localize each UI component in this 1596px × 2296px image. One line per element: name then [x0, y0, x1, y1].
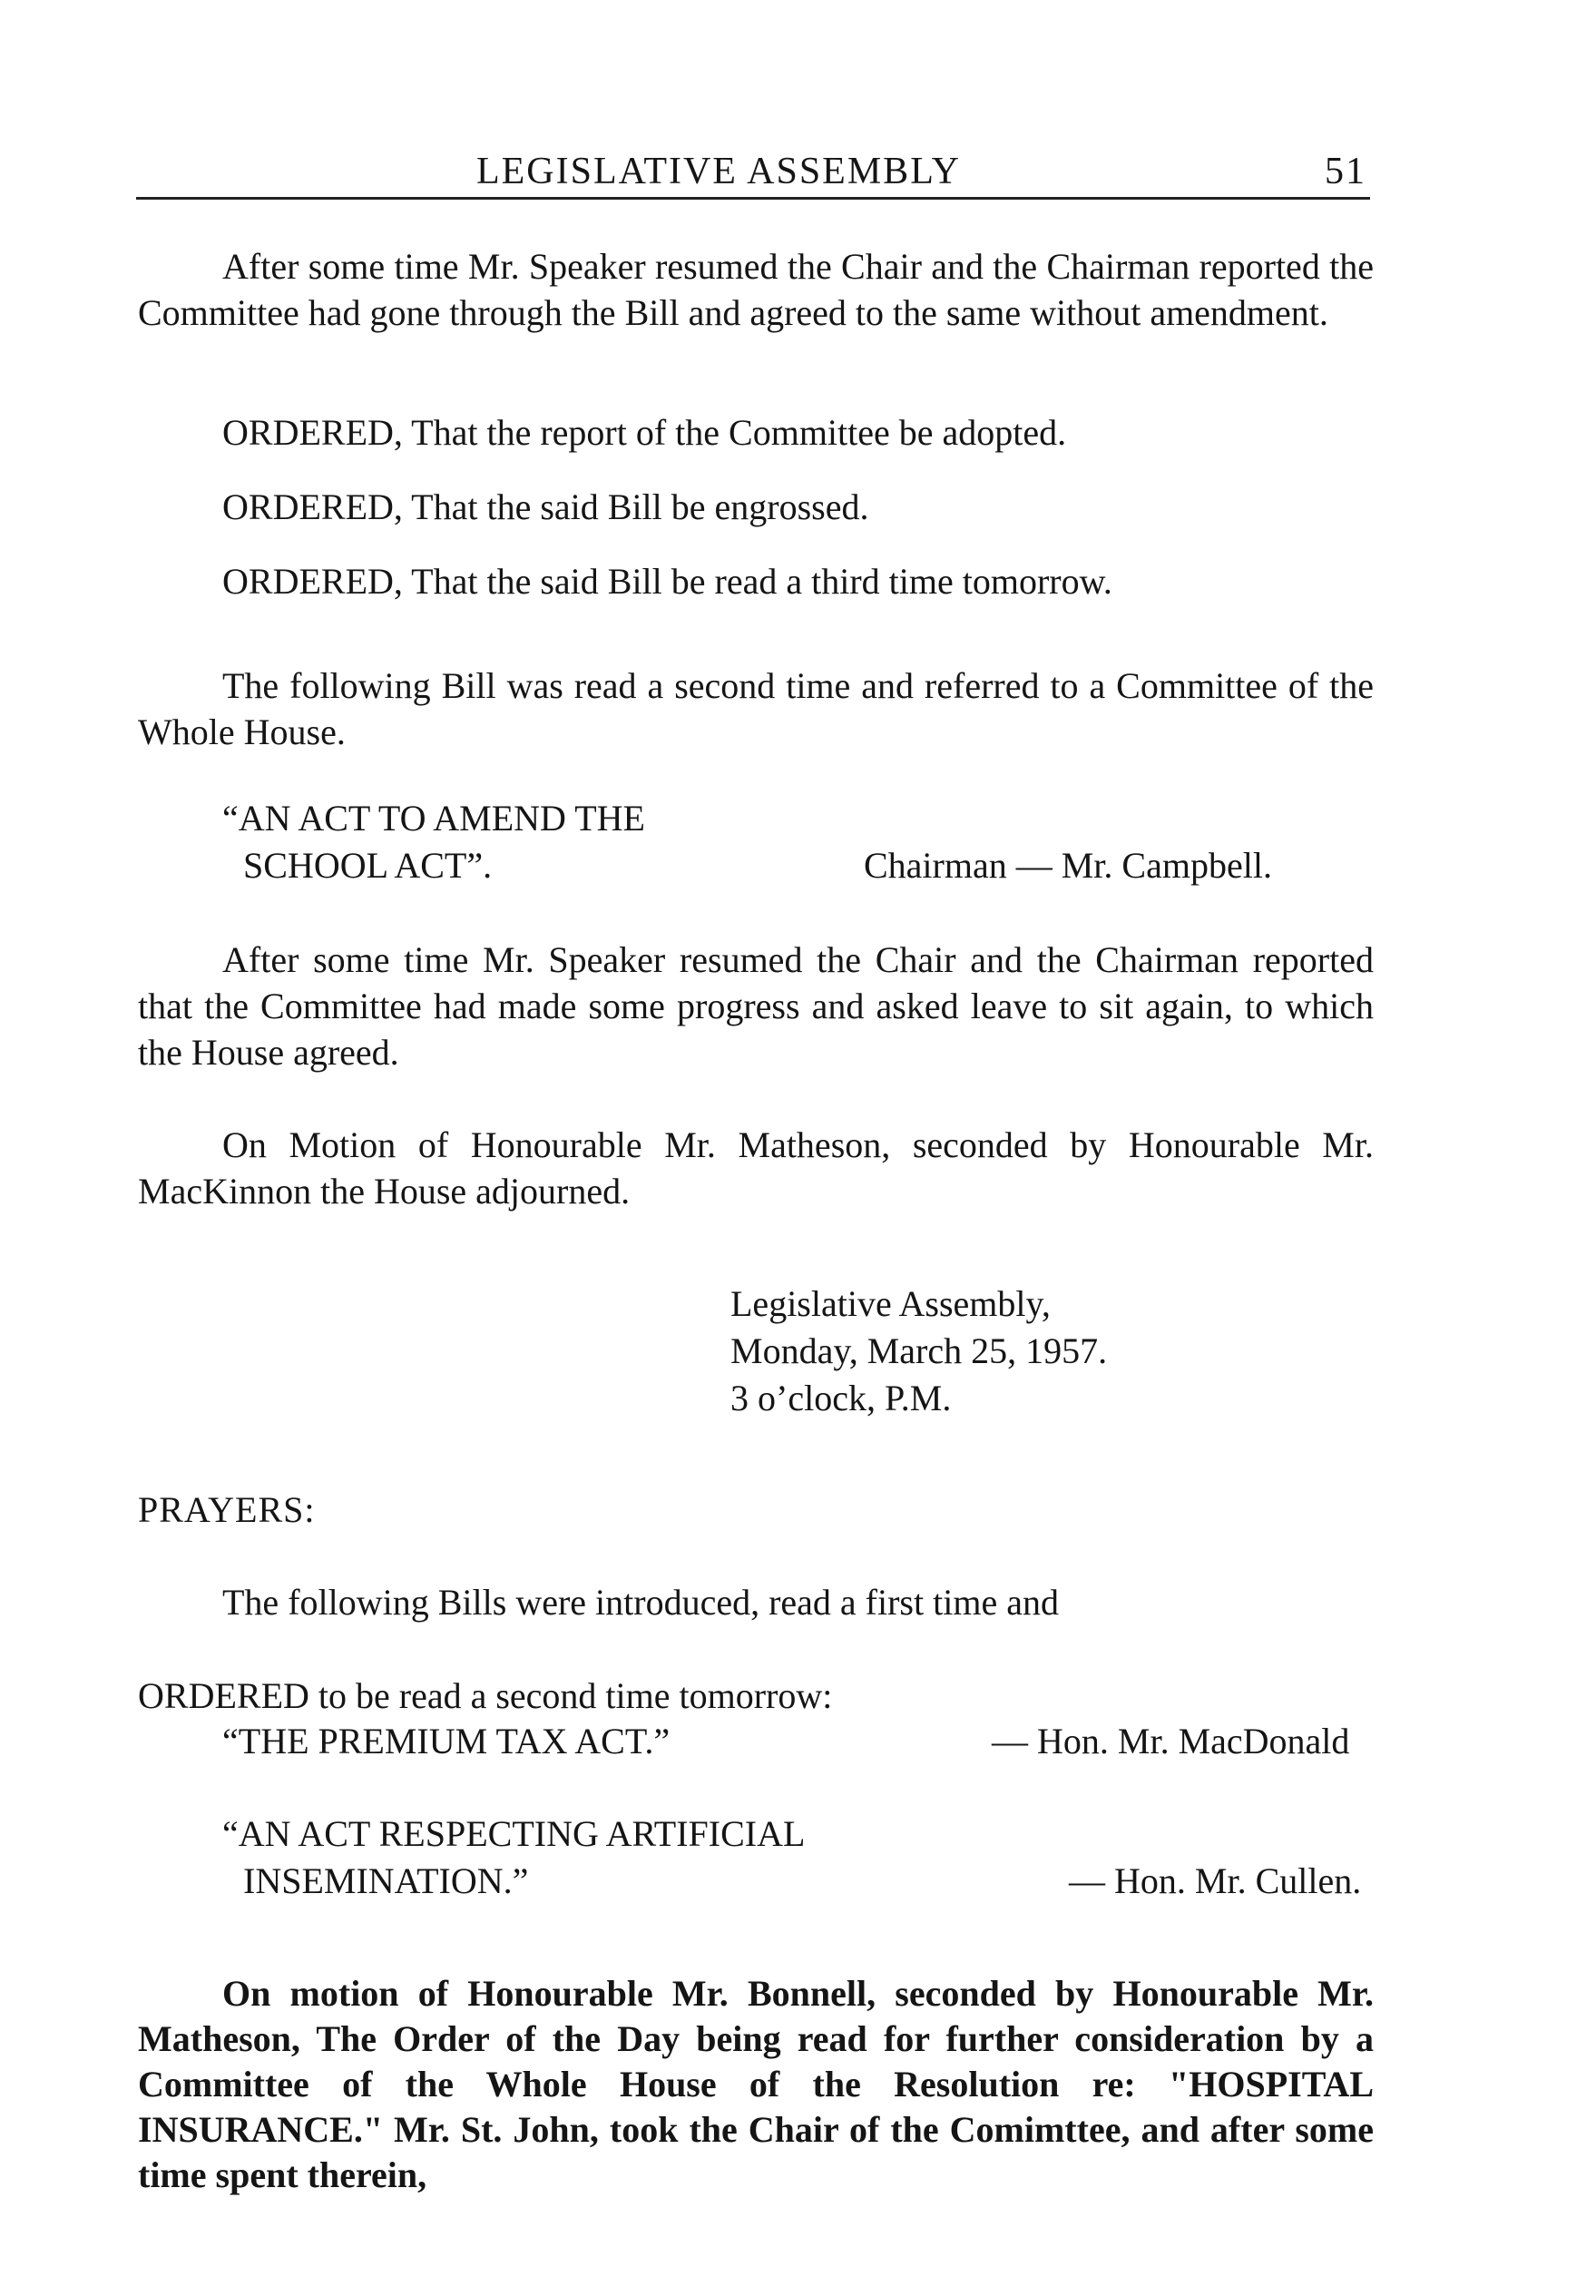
page-number: 51	[1325, 151, 1366, 192]
bill-insemination-title-line2: INSEMINATION.”	[243, 1860, 529, 1901]
paragraph-second-reading: The following Bill was read a second time and referred to a Committee of the Whole House.	[138, 665, 1374, 752]
paragraph-hospital-insurance: On motion of Honourable Mr. Bonnell, seconded by Honourable Mr. Matheson, The Order of the Day being read for further consideration by a Committee of the Whole House of the Resolution re: "HOSPITAL INSURANCE." Mr. St. John, took the Chair of the Comimttee, and after some time spent therein,	[138, 1973, 1374, 2195]
paragraph-committee-progress: After some time Mr. Speaker resumed the Chair and the Chairman reported that the Committee had made some progress and asked leave to sit again, to which the House agreed.	[138, 939, 1374, 1073]
bill-premium-tax-sponsor: — Hon. Mr. MacDonald	[992, 1721, 1350, 1761]
bill-title-line2: SCHOOL ACT”.	[243, 845, 493, 886]
sitting-assembly: Legislative Assembly,	[730, 1283, 1051, 1324]
ordered-second-reading: ORDERED to be read a second time tomorrow:	[138, 1675, 833, 1716]
bill-insemination-sponsor: — Hon. Mr. Cullen.	[1069, 1860, 1362, 1901]
bill-premium-tax-title: “THE PREMIUM TAX ACT.”	[222, 1721, 671, 1761]
paragraph-committee-report: After some time Mr. Speaker resumed the Chair and the Chairman reported the Committee had gone through the Bill and agreed to the same without amendment.	[138, 246, 1374, 333]
paragraph-adjournment: On Motion of Honourable Mr. Matheson, seconded by Honourable Mr. MacKinnon the House adjourned.	[138, 1124, 1374, 1212]
ordered-report-adopted: ORDERED, That the report of the Committee be adopted.	[222, 412, 1067, 453]
bill-title-line1: “AN ACT TO AMEND THE	[222, 798, 645, 839]
bill-insemination-title-line1: “AN ACT RESPECTING ARTIFICIAL	[222, 1813, 806, 1854]
paragraph-bills-introduced: The following Bills were introduced, read a first time and	[222, 1582, 1059, 1623]
bill-chairman: Chairman — Mr. Campbell.	[864, 845, 1272, 886]
prayers-heading: PRAYERS:	[138, 1489, 316, 1530]
ordered-bill-engrossed: ORDERED, That the said Bill be engrossed.	[222, 486, 869, 527]
sitting-date: Monday, March 25, 1957.	[730, 1330, 1108, 1371]
running-header-title: LEGISLATIVE ASSEMBLY	[476, 151, 961, 192]
header-rule	[136, 197, 1370, 200]
ordered-third-reading: ORDERED, That the said Bill be read a third time tomorrow.	[222, 561, 1112, 602]
sitting-time: 3 o’clock, P.M.	[730, 1378, 952, 1418]
